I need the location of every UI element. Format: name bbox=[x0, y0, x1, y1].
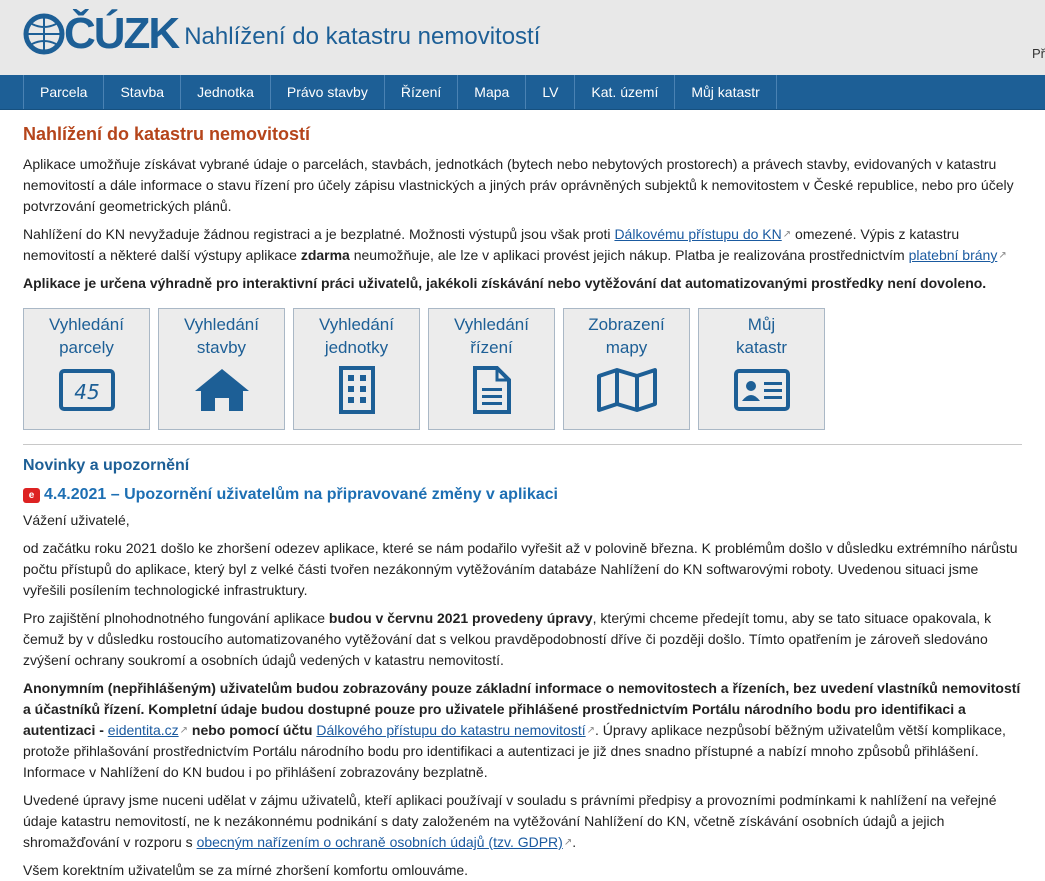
tile-search-unit[interactable]: Vyhledání jednotky bbox=[293, 308, 420, 430]
cuzk-logo bbox=[24, 9, 178, 59]
nav-stavba[interactable]: Stavba bbox=[103, 75, 180, 109]
app-title: Nahlížení do katastru nemovitostí bbox=[184, 23, 541, 50]
nav-muj-katastr[interactable]: Můj katastr bbox=[674, 75, 776, 109]
tile-search-parcel[interactable]: Vyhledání parcely 45 bbox=[23, 308, 150, 430]
news-greeting: Vážení uživatelé, bbox=[23, 512, 130, 528]
main-nav bbox=[0, 75, 1045, 110]
news-paragraph-3: Anonymním (nepřihlášeným) uživatelům budou zobrazovány pouze základní informace o nemovitostech a řízeních, bez uvedení vlastníků nemovitostí a účastníků řízení. Kompletní údaje budou dostupné pouze pro uživatele přihlášené prostřednictvím Portálu národního bodu pro identifikaci a autentizaci - eidentita.cz↗ nebo pomocí účtu Dálkového přístupu do katastru nemovitostí↗. Úpravy aplikace nezpůsobí běžným uživatelům větší komplikace, protože přihlašování prostřednictvím Portálu národního bodu pro identifikaci a autentizaci je již dnes snadno přístupné a nabízí mnoho způsobů přihlášení. Informace v Nahlížení do KN budou i po přihlášení zobrazovány bezplatně. bbox=[23, 680, 1021, 780]
external-link-icon: ↗ bbox=[998, 250, 1007, 261]
news-badge-icon: e bbox=[23, 488, 40, 503]
search-tiles bbox=[23, 308, 1022, 430]
intro-text: Aplikace umožňuje získávat vybrané údaje o parcelách, stavbách, jednotkách (bytech nebo nebytových prostorech) a právech stavby, evidovaných v katastru nemovitostí a dále informace o stavu řízení pro účely zápisu vlastnických a jiných práv oprávněných subjektů k nemovitostem v České republice, nebo pro účely potvrzování geometrických plánů. bbox=[23, 156, 1014, 214]
external-link-icon: ↗ bbox=[563, 837, 573, 848]
payment-gateway-link[interactable]: platební brány bbox=[908, 247, 998, 263]
remote-access-cadastre-link[interactable]: Dálkového přístupu do katastru nemovitostí bbox=[316, 722, 586, 738]
news-heading: Novinky a upozornění bbox=[23, 457, 190, 474]
gdpr-link[interactable]: obecným nařízením o ochraně osobních údajů (tzv. GDPR) bbox=[196, 834, 563, 850]
building-icon bbox=[294, 365, 419, 415]
nav-kat-uzemi[interactable]: Kat. území bbox=[574, 75, 674, 109]
nav-jednotka[interactable]: Jednotka bbox=[180, 75, 270, 109]
document-icon bbox=[429, 365, 554, 415]
header bbox=[0, 0, 1045, 75]
external-link-icon: ↗ bbox=[179, 725, 189, 736]
nav-mapa[interactable]: Mapa bbox=[457, 75, 525, 109]
tile-search-proceedings[interactable]: Vyhledání řízení bbox=[428, 308, 555, 430]
nav-lv[interactable]: LV bbox=[525, 75, 574, 109]
nav-rizeni[interactable]: Řízení bbox=[384, 75, 457, 109]
header-right-text[interactable]: Př bbox=[1032, 46, 1045, 61]
nav-pravo-stavby[interactable]: Právo stavby bbox=[270, 75, 384, 109]
news-paragraph-4: Uvedené úpravy jsme nuceni udělat v zájmu uživatelů, kteří aplikaci používají v souladu s právními předpisy a provozními podmínkami k nahlížení na veřejné údaje katastru nemovitostí, ne k nezákonnému podnikání s daty založeném na vytěžování Nahlížení do KN, včetně získávání osobních údajů a jejich shromažďování v rozporu s obecným nařízením o ochraně osobních údajů (tzv. GDPR)↗. bbox=[23, 792, 997, 850]
remote-access-link[interactable]: Dálkovému přístupu do KN bbox=[614, 226, 782, 242]
usage-notice: Aplikace je určena výhradně pro interaktivní práci uživatelů, jakékoli získávání nebo vytěžování dat automatizovanými prostředky není dovoleno. bbox=[23, 275, 987, 291]
news-title-row bbox=[23, 486, 1022, 504]
external-link-icon: ↗ bbox=[782, 229, 792, 240]
logo[interactable] bbox=[24, 9, 540, 59]
id-card-icon bbox=[699, 365, 824, 415]
parcel-icon bbox=[24, 365, 149, 415]
parcel-number: 45 bbox=[73, 380, 100, 404]
globe-icon bbox=[24, 14, 64, 54]
house-icon bbox=[159, 365, 284, 415]
news-paragraph-5: Všem korektním uživatelům se za mírné zhoršení komfortu omlouváme. bbox=[23, 862, 469, 878]
news-paragraph-2: Pro zajištění plnohodnotného fungování aplikace budou v červnu 2021 provedeny úpravy, kterými chceme předejít tomu, aby se tato situace opakovala, k čemuž by v důsledku rostoucího automatizovaného vytěžování dat s velkou pravděpodobností dříve či později došlo. Tímto opatřením je zároveň sledováno zvýšení ochrany soukromí a osobních údajů vedených v katastru nemovitostí. bbox=[23, 610, 992, 668]
main-content bbox=[0, 124, 1045, 881]
nav-parcela[interactable]: Parcela bbox=[23, 75, 103, 109]
divider bbox=[23, 444, 1022, 445]
news-title-link[interactable]: 4.4.2021 – Upozornění uživatelům na připravované změny v aplikaci bbox=[44, 486, 558, 503]
tile-my-cadastre[interactable]: Můj katastr bbox=[698, 308, 825, 430]
page-title: Nahlížení do katastru nemovitostí bbox=[23, 124, 311, 144]
eidentita-link[interactable]: eidentita.cz bbox=[107, 722, 179, 738]
tile-show-map[interactable]: Zobrazení mapy bbox=[563, 308, 690, 430]
logo-text: ČÚZK bbox=[64, 9, 179, 58]
registration-text: Nahlížení do KN nevyžaduje žádnou registraci a je bezplatné. Možnosti výstupů jsou však proti Dálkovému přístupu do KN↗ omezené. Výpis z katastru nemovitostí a některé další výstupy aplikace zdarma neumožňuje, ale lze v aplikaci provést jejich nákup. Platba je realizována prostřednictvím platební brány↗ bbox=[23, 226, 1007, 263]
map-icon bbox=[564, 365, 689, 415]
tile-search-building[interactable]: Vyhledání stavby bbox=[158, 308, 285, 430]
external-link-icon: ↗ bbox=[586, 725, 596, 736]
news-paragraph-1: od začátku roku 2021 došlo ke zhoršení odezev aplikace, které se nám podařilo vyřešit až v polovině března. K problémům došlo v důsledku extrémního nárůstu počtu přístupů do aplikace, který byl z velké části tvořen nezákonným vytěžováním databáze Nahlížení do KN softwarovými roboty. Uvedenou situaci jsme vyřešili posílením technologické infrastruktury. bbox=[23, 540, 1018, 598]
